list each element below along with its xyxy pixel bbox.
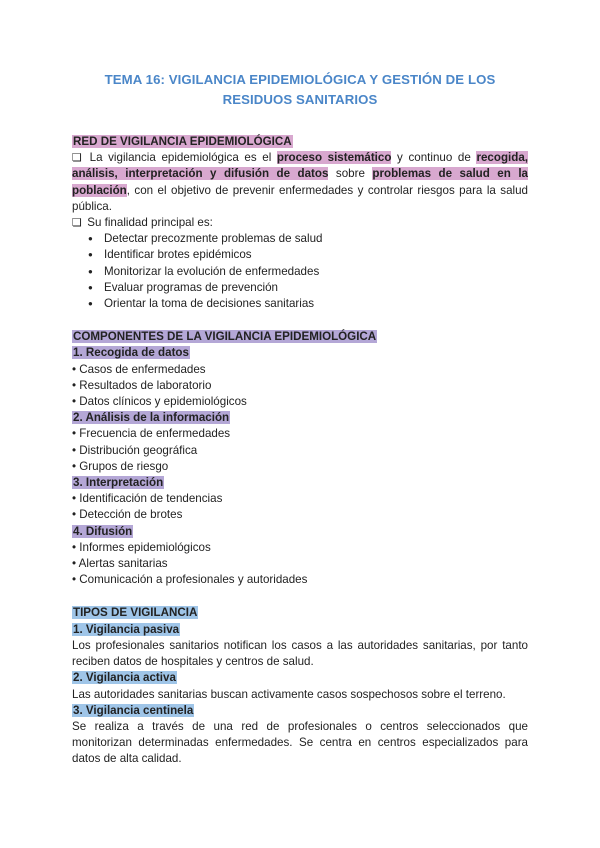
list-item: ● Monitorizar la evolución de enfermedades (88, 264, 528, 280)
component-title: 4. Difusión (73, 524, 133, 538)
section-heading-red: RED DE VIGILANCIA EPIDEMIOLÓGICA (73, 135, 292, 148)
list-item: ● Detectar precozmente problemas de salud (88, 231, 528, 247)
component-title: 2. Análisis de la información (73, 411, 230, 425)
type-description: Las autoridades sanitarias buscan activamente casos sospechosos sobre el terreno. (72, 687, 506, 701)
type-title: 1. Vigilancia pasiva (73, 622, 180, 636)
section-heading-componentes: COMPONENTES DE LA VIGILANCIA EPIDEMIOLÓGICA (73, 330, 377, 344)
section-tipos (72, 605, 528, 767)
ballot-box-icon: ❏ (72, 152, 82, 165)
type-description: Se realiza a través de una red de profesionales o centros seleccionados que monitorizan determinadas enfermedades. Se centra en centros especializados para datos de alta calidad. (72, 719, 528, 766)
list-item: • Informes epidemiológicos (72, 540, 211, 554)
type-description: Los profesionales sanitarios notifican los casos a las autoridades sanitarias, por tanto reciben datos de hospitales y centros de salud. (72, 638, 528, 669)
title-line-1: TEMA 16: VIGILANCIA EPIDEMIOLÓGICA Y GESTIÓN DE LOS (104, 72, 496, 87)
component-title: 1. Recogida de datos (73, 346, 189, 360)
document-page (72, 70, 528, 768)
list-item: • Detección de brotes (72, 508, 183, 522)
list-item: • Casos de enfermedades (72, 362, 206, 376)
list-item: • Comunicación a profesionales y autoridades (72, 573, 308, 587)
document-title (72, 70, 528, 110)
section-heading-tipos: TIPOS DE VIGILANCIA (73, 606, 198, 620)
section-componentes (72, 329, 528, 588)
purpose-text: Su finalidad principal es: (84, 216, 213, 230)
type-title: 2. Vigilancia activa (73, 671, 176, 685)
list-item: ● Identificar brotes epidémicos (88, 247, 528, 263)
list-item: ● Evaluar programas de prevención (88, 280, 528, 296)
list-item: • Identificación de tendencias (72, 492, 223, 506)
def-text-1: La vigilancia epidemiológica es el (84, 151, 277, 165)
def-highlight-2: recogida, análisis, interpretación y difusión de datos (72, 151, 528, 181)
title-line-2: RESIDUOS SANITARIOS (222, 92, 378, 107)
component-title: 3. Interpretación (73, 476, 164, 490)
purpose-paragraph (72, 215, 528, 231)
def-text-4: , con el objetivo de prevenir enfermedades y controlar riesgos para la salud pública. (72, 183, 528, 213)
list-item: • Grupos de riesgo (72, 459, 169, 473)
purpose-list (72, 231, 528, 312)
list-item: • Resultados de laboratorio (72, 378, 212, 392)
def-highlight-1: proceso sistemático (276, 151, 392, 165)
def-text-2: y continuo de (391, 151, 477, 165)
list-item: • Alertas sanitarias (72, 557, 168, 571)
ballot-box-icon: ❏ (72, 217, 82, 230)
definition-paragraph (72, 150, 528, 215)
list-item: ● Orientar la toma de decisiones sanitarias (88, 296, 528, 312)
section-red (72, 134, 528, 312)
def-highlight-3: problemas de salud en la población (72, 167, 528, 197)
def-text-3: sobre (328, 167, 373, 181)
list-item: • Distribución geográfica (72, 443, 198, 457)
type-title: 3. Vigilancia centinela (73, 703, 194, 717)
list-item: • Datos clínicos y epidemiológicos (72, 395, 247, 409)
list-item: • Frecuencia de enfermedades (72, 427, 231, 441)
